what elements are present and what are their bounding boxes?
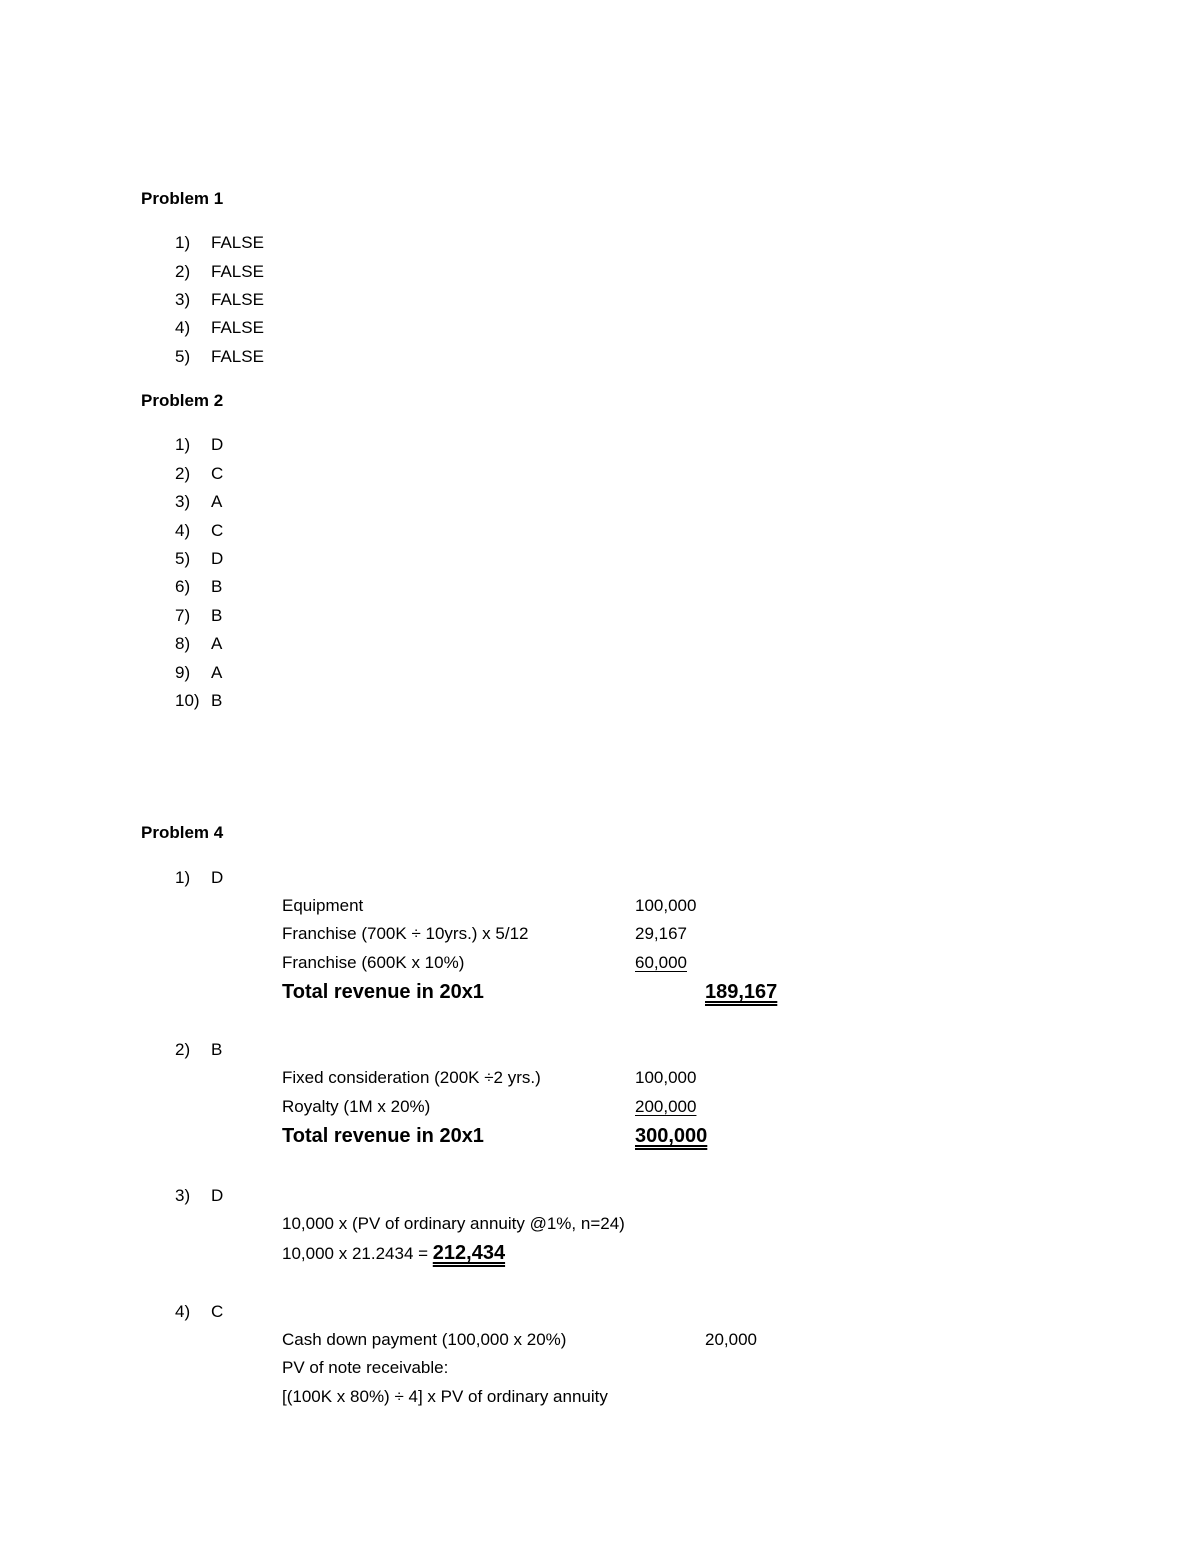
computation-result: 212,434 — [432, 1242, 506, 1264]
list-item-number: 3) — [175, 492, 191, 511]
total-label: Total revenue in 20x1 — [282, 1125, 484, 1147]
list-item-number: 4) — [175, 318, 191, 337]
question-number: 2) — [175, 1040, 191, 1059]
computation-value: 20,000 — [705, 1330, 757, 1349]
list-item-answer: A — [211, 492, 223, 511]
list-item-number: 2) — [175, 464, 191, 483]
computation-label: Cash down payment (100,000 x 20%) — [282, 1330, 567, 1349]
computation-line: PV of note receivable: — [282, 1358, 449, 1377]
problem-2-heading: Problem 2 — [141, 391, 224, 410]
list-item-number: 5) — [175, 347, 191, 366]
list-item-answer: B — [211, 577, 223, 596]
list-item-number: 3) — [175, 290, 191, 309]
question-answer: B — [211, 1040, 223, 1059]
computation-line: 10,000 x (PV of ordinary annuity @1%, n=24) — [282, 1214, 625, 1233]
list-item-answer: FALSE — [211, 347, 264, 366]
list-item-answer: D — [211, 549, 224, 568]
list-item-number: 8) — [175, 634, 191, 653]
computation-label: Royalty (1M x 20%) — [282, 1097, 431, 1116]
list-item-number: 1) — [175, 233, 191, 252]
list-item-answer: D — [211, 435, 224, 454]
list-item-number: 6) — [175, 577, 191, 596]
computation-label: Franchise (700K ÷ 10yrs.) x 5/12 — [282, 924, 529, 943]
computation-value: 60,000 — [635, 953, 687, 972]
computation-label: Equipment — [282, 896, 364, 915]
list-item-number: 1) — [175, 435, 191, 454]
question-answer: D — [211, 868, 224, 887]
total-label: Total revenue in 20x1 — [282, 981, 484, 1003]
list-item-number: 9) — [175, 663, 191, 682]
question-number: 4) — [175, 1302, 191, 1321]
total-value: 300,000 — [635, 1125, 708, 1147]
question-answer: C — [211, 1302, 224, 1321]
computation-label: Franchise (600K x 10%) — [282, 953, 465, 972]
computation-prefix: 10,000 x 21.2434 = — [282, 1244, 433, 1263]
question-number: 3) — [175, 1186, 191, 1205]
problem-1-heading: Problem 1 — [141, 189, 224, 208]
computation-label: Fixed consideration (200K ÷2 yrs.) — [282, 1068, 541, 1087]
list-item-answer: FALSE — [211, 233, 264, 252]
list-item-number: 4) — [175, 521, 191, 540]
list-item-answer: A — [211, 663, 223, 682]
computation-value: 29,167 — [635, 924, 687, 943]
computation-line: [(100K x 80%) ÷ 4] x PV of ordinary annuity — [282, 1387, 608, 1406]
list-item-answer: C — [211, 521, 224, 540]
problem-4-heading: Problem 4 — [141, 823, 224, 842]
list-item-answer: A — [211, 634, 223, 653]
list-item-answer: FALSE — [211, 318, 264, 337]
list-item-answer: B — [211, 606, 223, 625]
computation-value: 100,000 — [635, 896, 697, 915]
question-answer: D — [211, 1186, 224, 1205]
list-item-number: 10) — [175, 691, 200, 710]
list-item-answer: B — [211, 691, 223, 710]
computation-value: 100,000 — [635, 1068, 697, 1087]
computation-value: 200,000 — [635, 1097, 697, 1116]
list-item-number: 7) — [175, 606, 191, 625]
list-item-number: 2) — [175, 262, 191, 281]
list-item-answer: FALSE — [211, 290, 264, 309]
computation-line — [282, 1242, 505, 1265]
question-number: 1) — [175, 868, 191, 887]
list-item-answer: C — [211, 464, 224, 483]
list-item-number: 5) — [175, 549, 191, 568]
total-value: 189,167 — [705, 981, 778, 1003]
list-item-answer: FALSE — [211, 262, 264, 281]
